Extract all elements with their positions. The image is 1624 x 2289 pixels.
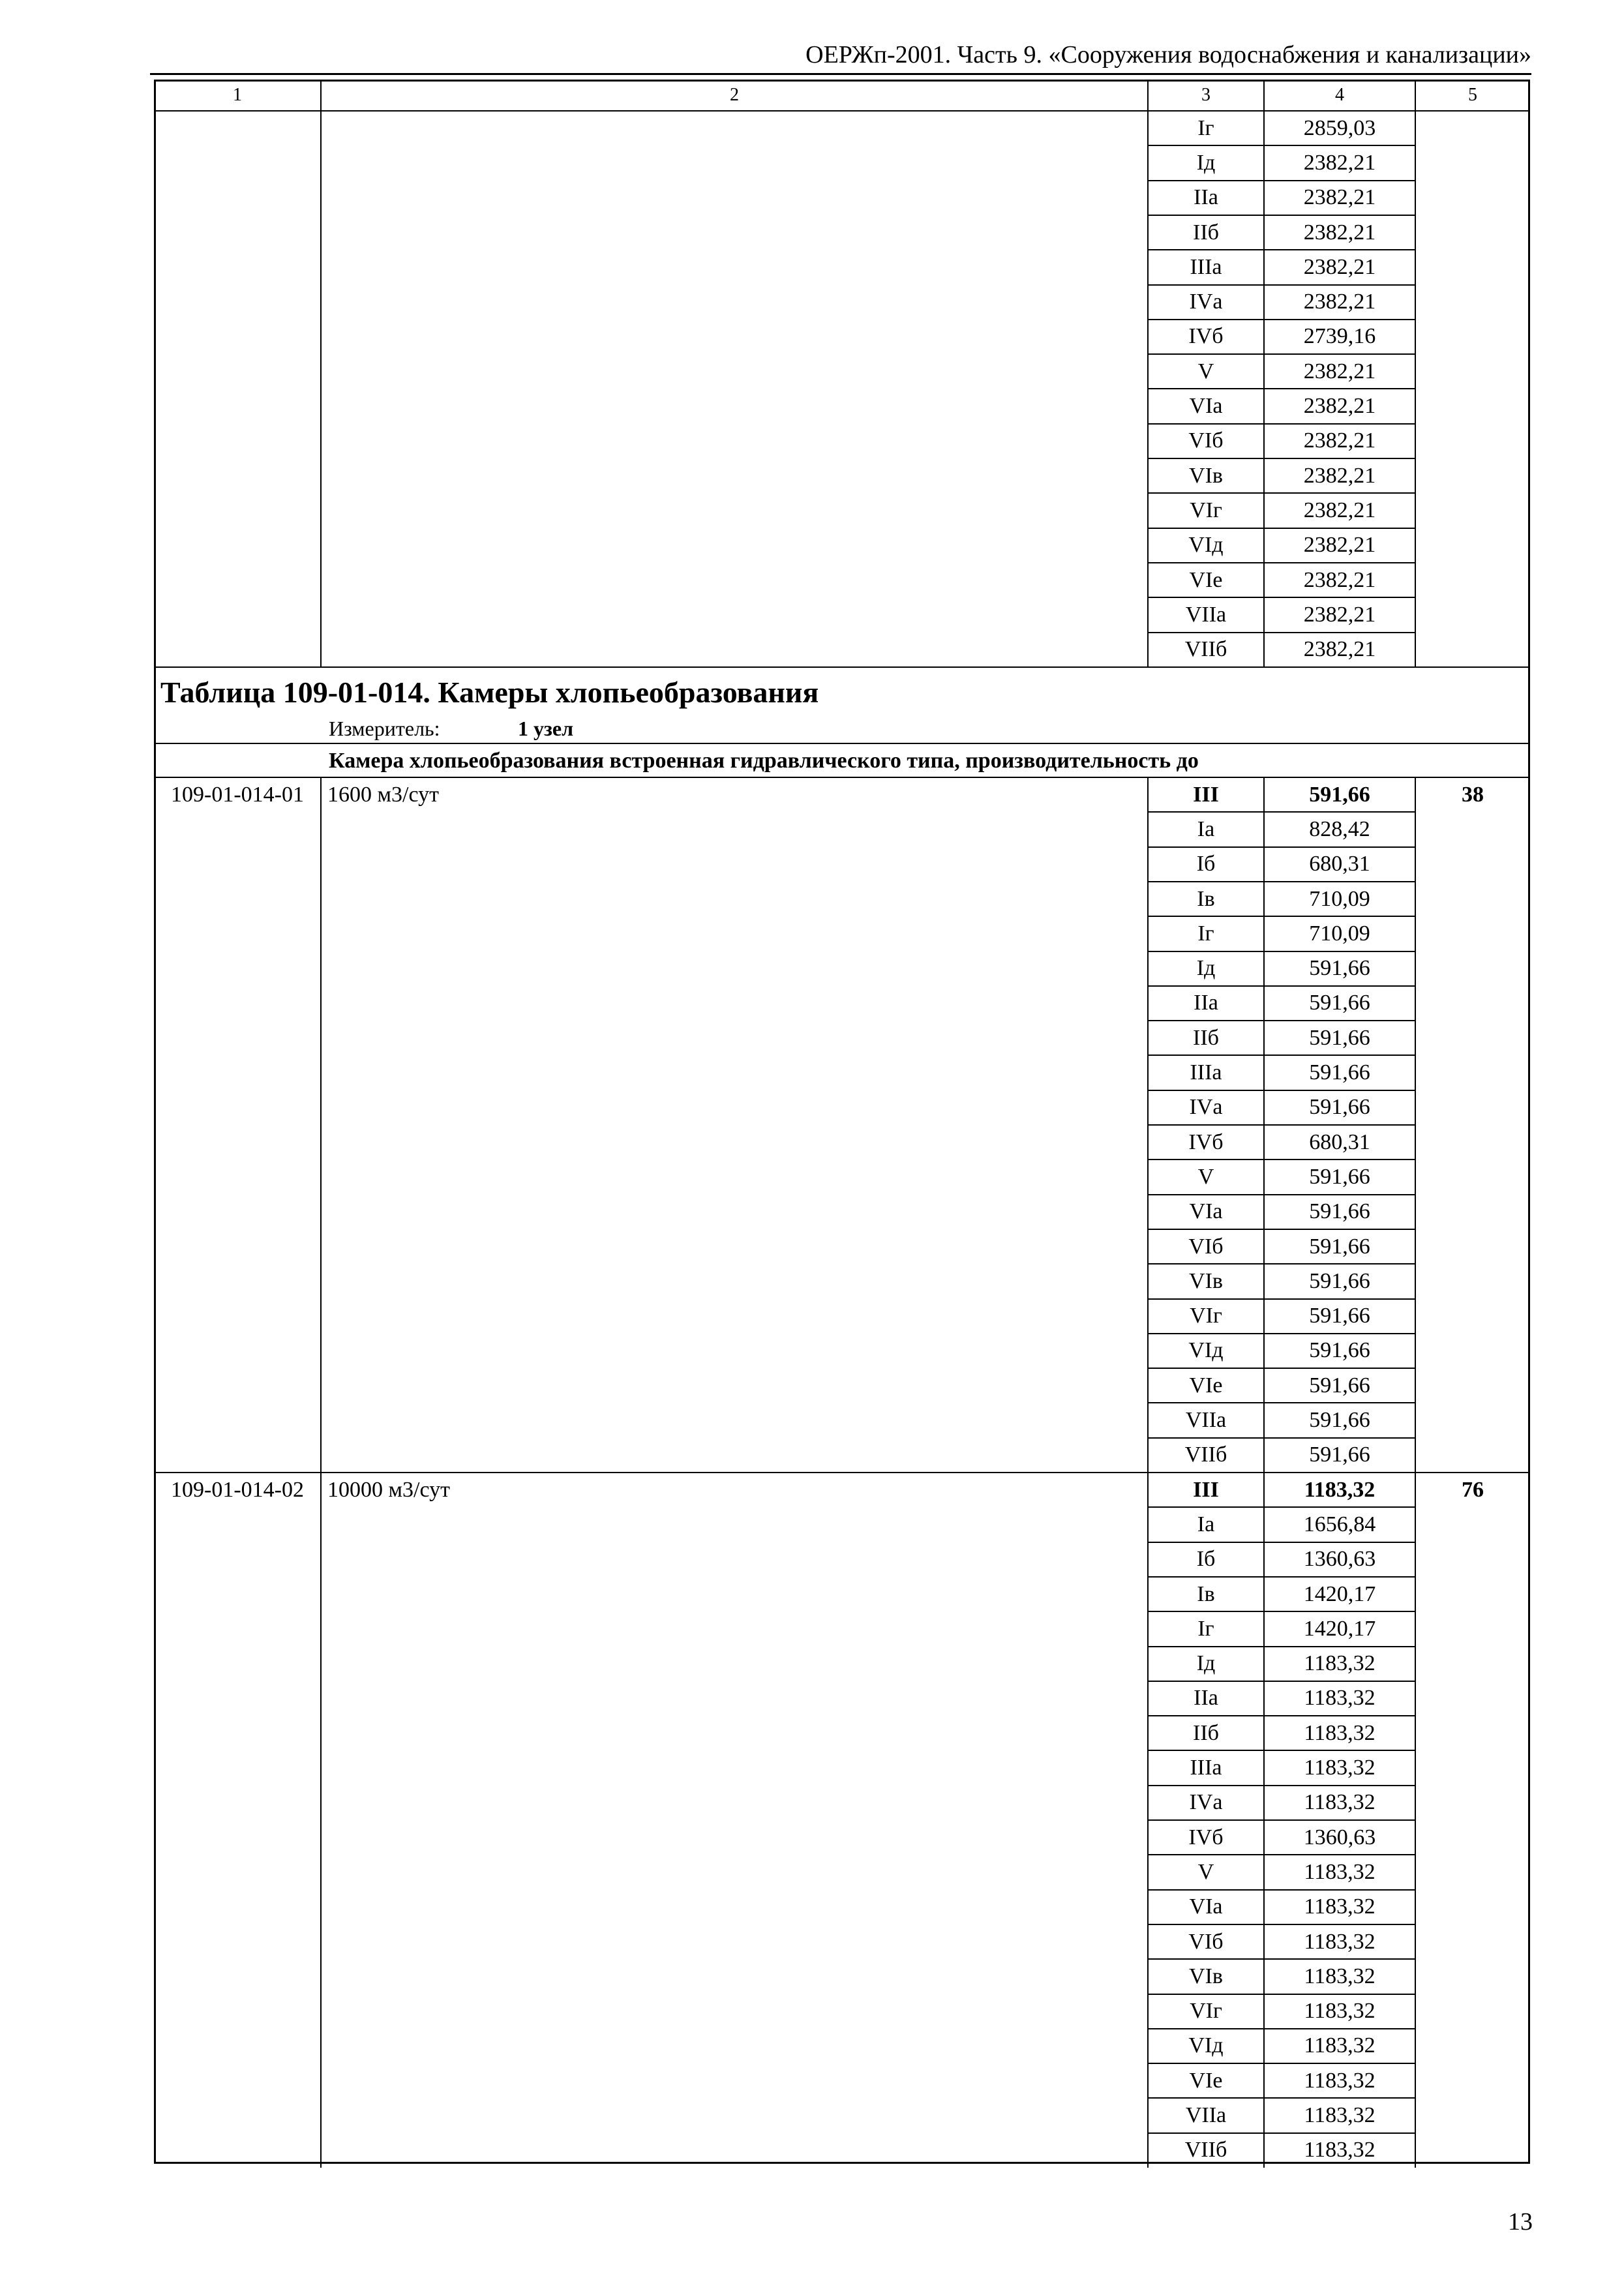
item-total-cell: 38 <box>1462 782 1484 807</box>
rate-value-cell: 680,31 <box>1309 1130 1370 1154</box>
zone-cell: VIб <box>1188 1929 1224 1954</box>
row-divider <box>1148 1368 1415 1369</box>
zone-cell: Iг <box>1197 921 1214 946</box>
column-divider <box>1415 111 1416 667</box>
row-divider <box>1148 985 1415 987</box>
section-heading: Камера хлопьеобразования встроенная гидравлического типа, производительность до <box>329 749 1199 773</box>
zone-cell: V <box>1197 1164 1214 1189</box>
rate-value-cell: 2382,21 <box>1303 498 1376 522</box>
row-divider <box>1148 1124 1415 1126</box>
row-divider <box>1148 1437 1415 1439</box>
zone-cell: Iв <box>1197 886 1215 911</box>
zone-cell: VIб <box>1188 1234 1224 1259</box>
page-header: ОЕРЖп-2001. Часть 9. «Сооружения водоснабжения и канализации» <box>805 41 1531 68</box>
rate-value-cell: 1183,32 <box>1304 1999 1376 2024</box>
row-divider <box>1148 1229 1415 1230</box>
rate-value-cell: 1183,32 <box>1304 1720 1376 1745</box>
rate-value-cell: 1183,32 <box>1304 2103 1376 2128</box>
zone-cell: IIа <box>1194 185 1218 210</box>
row-divider <box>1148 916 1415 917</box>
rate-value-cell: 591,66 <box>1309 1060 1370 1085</box>
row-divider <box>1148 1055 1415 1056</box>
zone-cell: IVб <box>1188 324 1224 349</box>
rate-value-cell: 1183,32 <box>1304 1477 1376 1502</box>
rate-value-cell: 1183,32 <box>1304 2033 1376 2058</box>
rate-value-cell: 2382,21 <box>1303 254 1376 279</box>
row-divider <box>1148 562 1415 563</box>
row-divider <box>1148 1090 1415 1091</box>
zone-cell: IVа <box>1189 290 1223 314</box>
rate-value-cell: 1420,17 <box>1303 1616 1376 1641</box>
row-divider <box>1148 1333 1415 1334</box>
rate-value-cell: 591,66 <box>1309 1164 1370 1189</box>
rate-value-cell: 591,66 <box>1309 1304 1370 1328</box>
zone-cell: VIв <box>1189 463 1223 488</box>
item-name-cell: 10000 м3/сут <box>327 1477 450 1502</box>
zone-cell: Iд <box>1196 150 1216 175</box>
column-divider <box>1415 777 1416 1473</box>
zone-cell: VIIб <box>1184 2138 1227 2162</box>
item-code-cell: 109-01-014-02 <box>171 1477 304 1502</box>
zone-cell: VIд <box>1188 1338 1224 1363</box>
zone-cell: III <box>1193 1477 1219 1502</box>
zone-cell: IIIа <box>1190 1060 1222 1085</box>
zone-cell: VIд <box>1188 533 1224 558</box>
zone-cell: V <box>1197 1859 1214 1884</box>
row-divider <box>1148 423 1415 425</box>
row-divider <box>1148 249 1415 250</box>
row-divider <box>1148 632 1415 633</box>
zone-cell: VIа <box>1189 1894 1223 1919</box>
item-code-cell: 109-01-014-01 <box>171 782 304 807</box>
row-divider <box>1148 180 1415 181</box>
rate-value-cell: 1183,32 <box>1304 2068 1376 2093</box>
row-divider <box>1148 528 1415 529</box>
item-name-cell: 1600 м3/сут <box>327 782 439 807</box>
row-divider <box>1148 846 1415 848</box>
zone-cell: Iа <box>1197 816 1215 841</box>
zone-cell: VIг <box>1190 1304 1222 1328</box>
row-divider <box>1148 1611 1415 1612</box>
rate-value-cell: 1420,17 <box>1303 1581 1376 1606</box>
row-divider <box>1148 1854 1415 1855</box>
row-divider <box>1148 1576 1415 1578</box>
zone-cell: IIIа <box>1190 254 1222 279</box>
rate-value-cell: 591,66 <box>1309 1373 1370 1398</box>
rate-value-cell: 710,09 <box>1309 921 1370 946</box>
rate-value-cell: 1183,32 <box>1304 1859 1376 1884</box>
row-divider <box>1148 1506 1415 1508</box>
rate-value-cell: 1183,32 <box>1304 1651 1376 1676</box>
zone-cell: IIб <box>1193 1025 1219 1050</box>
rate-value-cell: 2382,21 <box>1303 150 1376 175</box>
column-number: 1 <box>233 85 242 105</box>
page-number: 13 <box>1508 2208 1533 2236</box>
rate-value-cell: 591,66 <box>1309 782 1370 807</box>
row-divider <box>1148 145 1415 146</box>
column-divider <box>1147 777 1149 1473</box>
zone-cell: IVа <box>1189 1790 1223 1815</box>
table-title: Таблица 109-01-014. Камеры хлопьеобразования <box>160 675 819 709</box>
row-divider <box>1148 1681 1415 1682</box>
rate-value-cell: 591,66 <box>1309 1338 1370 1363</box>
row-divider <box>1148 458 1415 459</box>
zone-cell: IIб <box>1193 220 1219 245</box>
row-divider <box>1148 2132 1415 2134</box>
rate-value-cell: 591,66 <box>1309 956 1370 981</box>
rate-value-cell: 591,66 <box>1309 991 1370 1015</box>
rate-value-cell: 2382,21 <box>1303 220 1376 245</box>
row-divider <box>1148 1750 1415 1751</box>
row-divider <box>1148 1924 1415 1925</box>
row-divider <box>1148 1194 1415 1195</box>
item-total-cell: 76 <box>1462 1477 1484 1502</box>
row-divider <box>1148 1020 1415 1021</box>
header-rule <box>150 73 1531 75</box>
column-divider <box>320 80 322 111</box>
zone-cell: VIIб <box>1184 637 1227 662</box>
rate-value-cell: 591,66 <box>1309 1025 1370 1050</box>
rate-value-cell: 1183,32 <box>1304 1929 1376 1954</box>
zone-cell: VIг <box>1190 498 1222 522</box>
row-divider <box>1148 1402 1415 1403</box>
zone-cell: VIе <box>1189 567 1223 592</box>
rate-value-cell: 2382,21 <box>1303 428 1376 453</box>
rate-value-cell: 828,42 <box>1309 816 1370 841</box>
zone-cell: Iв <box>1197 1581 1215 1606</box>
column-divider <box>1147 1473 1149 2168</box>
row-divider <box>1148 1646 1415 1647</box>
column-number: 2 <box>730 85 739 105</box>
column-divider <box>320 111 322 667</box>
column-divider <box>1263 777 1265 1473</box>
block-rule <box>154 666 1530 668</box>
zone-cell: VIб <box>1188 428 1224 453</box>
row-divider <box>1148 2097 1415 2099</box>
meter-value: 1 узел <box>518 716 574 740</box>
row-divider <box>1148 951 1415 952</box>
zone-cell: VIа <box>1189 1199 1223 1224</box>
column-divider <box>1263 1473 1265 2168</box>
row-divider <box>1148 388 1415 389</box>
row-divider <box>1148 215 1415 216</box>
zone-cell: VIIа <box>1185 602 1227 627</box>
rate-value-cell: 591,66 <box>1309 1095 1370 1120</box>
rate-value-cell: 1183,32 <box>1304 1756 1376 1780</box>
rate-value-cell: 2382,21 <box>1303 359 1376 383</box>
row-divider <box>1148 2028 1415 2029</box>
zone-cell: IVа <box>1189 1095 1223 1120</box>
column-number: 5 <box>1468 85 1477 105</box>
row-divider <box>1148 1819 1415 1821</box>
zone-cell: VIв <box>1189 1268 1223 1293</box>
rate-value-cell: 2739,16 <box>1303 324 1376 349</box>
rate-value-cell: 2382,21 <box>1303 290 1376 314</box>
row-divider <box>1148 881 1415 882</box>
rate-value-cell: 591,66 <box>1309 1234 1370 1259</box>
zone-cell: IVб <box>1188 1825 1224 1849</box>
zone-cell: Iг <box>1197 1616 1214 1641</box>
zone-cell: VIг <box>1190 1999 1222 2024</box>
meter-label: Измеритель: <box>329 716 440 740</box>
column-divider <box>1147 111 1149 667</box>
column-divider <box>1263 80 1265 111</box>
rate-value-cell: 1183,32 <box>1304 1686 1376 1711</box>
zone-cell: IIIа <box>1190 1756 1222 1780</box>
zone-cell: IIа <box>1194 1686 1218 1711</box>
zone-cell: VIIб <box>1184 1443 1227 1467</box>
zone-cell: VIIа <box>1185 2103 1227 2128</box>
rate-value-cell: 2382,21 <box>1303 533 1376 558</box>
rate-value-cell: 710,09 <box>1309 886 1370 911</box>
zone-cell: VIа <box>1189 394 1223 419</box>
row-divider <box>1148 492 1415 494</box>
rate-value-cell: 1183,32 <box>1304 1894 1376 1919</box>
column-divider <box>1263 111 1265 667</box>
zone-cell: III <box>1193 782 1219 807</box>
rate-value-cell: 2382,21 <box>1303 394 1376 419</box>
rate-value-cell: 591,66 <box>1309 1408 1370 1433</box>
row-divider <box>1148 811 1415 813</box>
rate-value-cell: 591,66 <box>1309 1443 1370 1467</box>
row-divider <box>1148 1994 1415 1995</box>
rate-value-cell: 1183,32 <box>1304 1964 1376 1988</box>
zone-cell: VIд <box>1188 2033 1224 2058</box>
rate-value-cell: 2382,21 <box>1303 602 1376 627</box>
rate-value-cell: 1183,32 <box>1304 1790 1376 1815</box>
zone-cell: IIа <box>1194 991 1218 1015</box>
zone-cell: VIе <box>1189 1373 1223 1398</box>
zone-cell: Iг <box>1197 115 1214 140</box>
zone-cell: VIв <box>1189 1964 1223 1988</box>
column-divider <box>1147 80 1149 111</box>
zone-cell: Iд <box>1196 956 1216 981</box>
row-divider <box>1148 1715 1415 1716</box>
rate-value-cell: 2382,21 <box>1303 463 1376 488</box>
row-divider <box>1148 597 1415 598</box>
zone-cell: VIе <box>1189 2068 1223 2093</box>
row-divider <box>1148 1542 1415 1543</box>
row-divider <box>1148 353 1415 355</box>
meter-rule <box>154 743 1530 744</box>
zone-cell: Iб <box>1196 1547 1216 1572</box>
rate-value-cell: 1183,32 <box>1304 2138 1376 2162</box>
column-divider <box>320 777 322 1473</box>
column-divider <box>1415 80 1416 111</box>
column-divider <box>320 1473 322 2168</box>
zone-cell: IIб <box>1193 1720 1219 1745</box>
row-divider <box>1148 1889 1415 1891</box>
rate-value-cell: 2382,21 <box>1303 637 1376 662</box>
column-number: 3 <box>1201 85 1210 105</box>
zone-cell: Iа <box>1197 1512 1215 1536</box>
row-divider <box>1148 1159 1415 1160</box>
zone-cell: Iб <box>1196 852 1216 876</box>
row-divider <box>1148 1298 1415 1300</box>
zone-cell: VIIа <box>1185 1408 1227 1433</box>
rate-value-cell: 1360,63 <box>1303 1547 1376 1572</box>
row-divider <box>1148 1263 1415 1264</box>
rate-value-cell: 591,66 <box>1309 1199 1370 1224</box>
row-divider <box>1148 1958 1415 1960</box>
rate-value-cell: 591,66 <box>1309 1268 1370 1293</box>
row-divider <box>1148 2063 1415 2064</box>
column-number: 4 <box>1335 85 1344 105</box>
row-divider <box>1148 319 1415 320</box>
zone-cell: IVб <box>1188 1130 1224 1154</box>
rate-value-cell: 2382,21 <box>1303 567 1376 592</box>
zone-cell: Iд <box>1196 1651 1216 1676</box>
zone-cell: V <box>1197 359 1214 383</box>
rate-value-cell: 1656,84 <box>1303 1512 1376 1536</box>
row-divider <box>1148 284 1415 286</box>
column-divider <box>1415 1473 1416 2168</box>
rate-value-cell: 2859,03 <box>1303 115 1376 140</box>
rate-value-cell: 680,31 <box>1309 852 1370 876</box>
rate-value-cell: 2382,21 <box>1303 185 1376 210</box>
row-divider <box>1148 1785 1415 1786</box>
rate-value-cell: 1360,63 <box>1303 1825 1376 1849</box>
